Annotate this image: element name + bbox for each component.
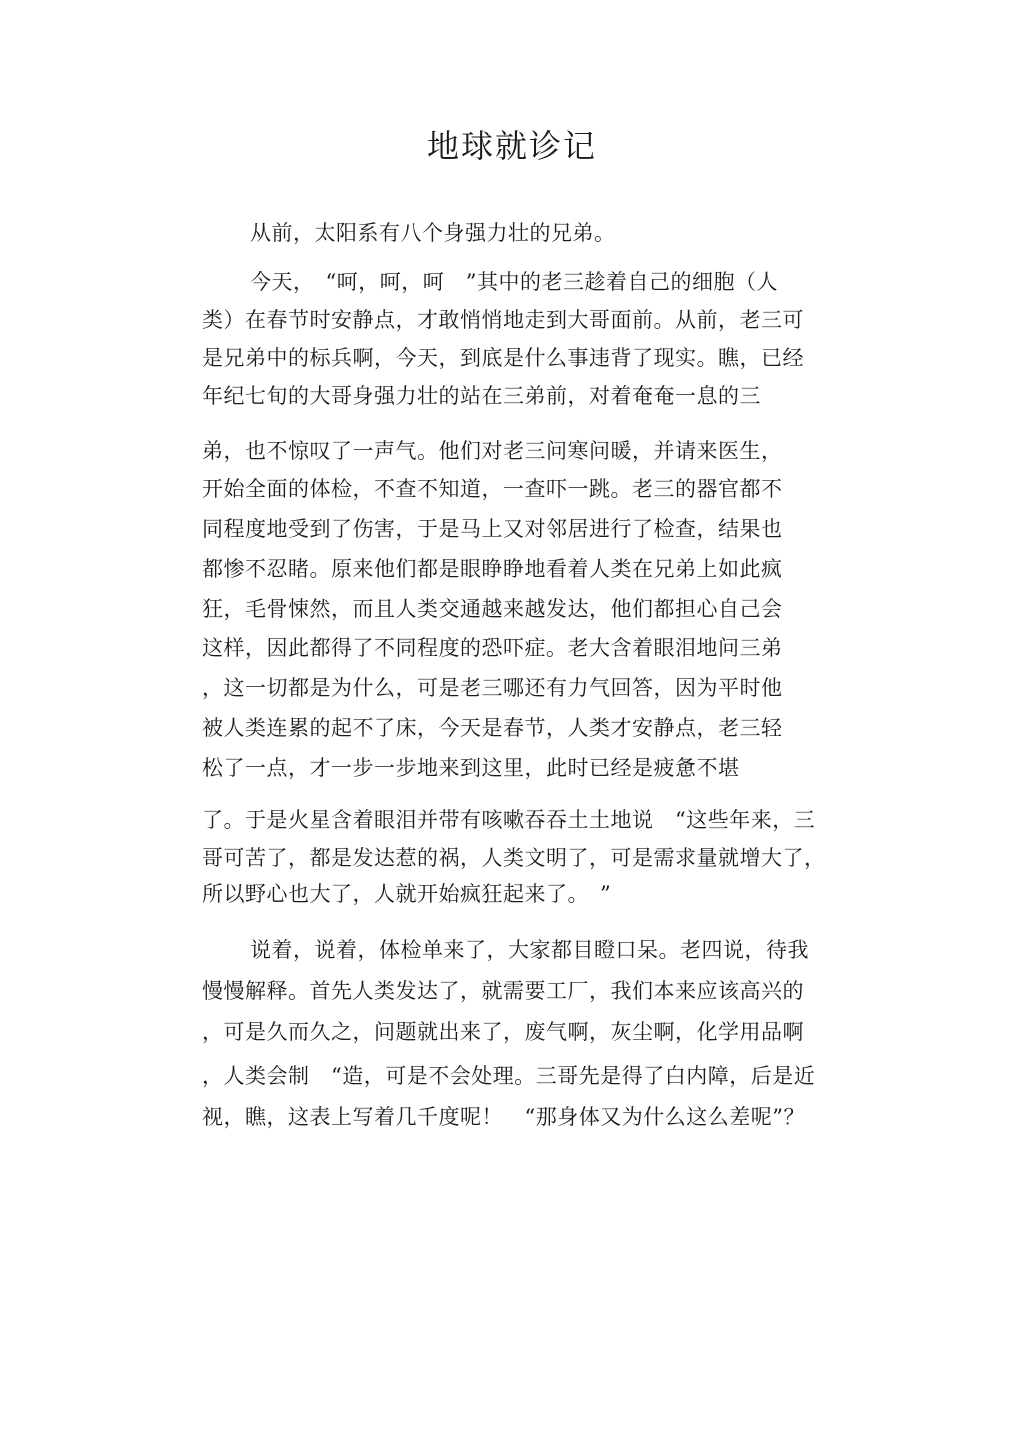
text-line: 类）在春节时安静点，才敢悄悄地走到大哥面前。从前，老三可 xyxy=(202,308,804,332)
text-line: 视，瞧，这表上写着几千度呢！ “那身体又为什么这么差呢”？ xyxy=(202,1105,805,1129)
text-line: 说着，说着，体检单来了，大家都目瞪口呆。老四说，待我 xyxy=(250,938,809,962)
text-line: 被人类连累的起不了床，今天是春节，人类才安静点，老三轻 xyxy=(202,716,783,740)
text-line: 松了一点，才一步一步地来到这里，此时已经是疲惫不堪 xyxy=(202,756,740,780)
text-line: 弟，也不惊叹了一声气。他们对老三问寒问暖，并请来医生， xyxy=(202,439,783,463)
text-line: 哥可苦了，都是发达惹的祸，人类文明了，可是需求量就增大了， xyxy=(202,846,826,870)
text-line: 了。于是火星含着眼泪并带有咳嗽吞吞土土地说 “这些年来，三 xyxy=(202,808,816,832)
document-title: 地球就诊记 xyxy=(426,127,597,165)
text-line: 是兄弟中的标兵啊，今天，到底是什么事违背了现实。瞧，已经 xyxy=(202,346,804,370)
text-line: ，可是久而久之，问题就出来了，废气啊，灰尘啊，化学用品啊 xyxy=(202,1020,804,1044)
text-line: 开始全面的体检，不查不知道，一查吓一跳。老三的器官都不 xyxy=(202,477,783,501)
text-line: 今天， “呵，呵，呵 ”其中的老三趁着自己的细胞（人 xyxy=(250,270,778,294)
text-line: ，这一切都是为什么，可是老三哪还有力气回答，因为平时他 xyxy=(202,676,783,700)
text-line: 狂，毛骨悚然，而且人类交通越来越发达，他们都担心自己会 xyxy=(202,597,783,621)
text-line: 年纪七旬的大哥身强力壮的站在三弟前，对着奄奄一息的三 xyxy=(202,384,761,408)
text-line: 这样，因此都得了不同程度的恐吓症。老大含着眼泪地问三弟 xyxy=(202,636,783,660)
text-line: 所以野心也大了，人就开始疯狂起来了。 ” xyxy=(202,882,612,906)
text-line: 同程度地受到了伤害，于是马上又对邻居进行了检查，结果也 xyxy=(202,517,783,541)
text-line: 慢慢解释。首先人类发达了，就需要工厂，我们本来应该高兴的 xyxy=(202,979,804,1003)
text-line: 都惨不忍睹。原来他们都是眼睁睁地看着人类在兄弟上如此疯 xyxy=(202,557,783,581)
text-line: 从前，太阳系有八个身强力壮的兄弟。 xyxy=(250,221,616,245)
text-line: ，人类会制 “造，可是不会处理。三哥先是得了白内障，后是近 xyxy=(202,1064,816,1088)
